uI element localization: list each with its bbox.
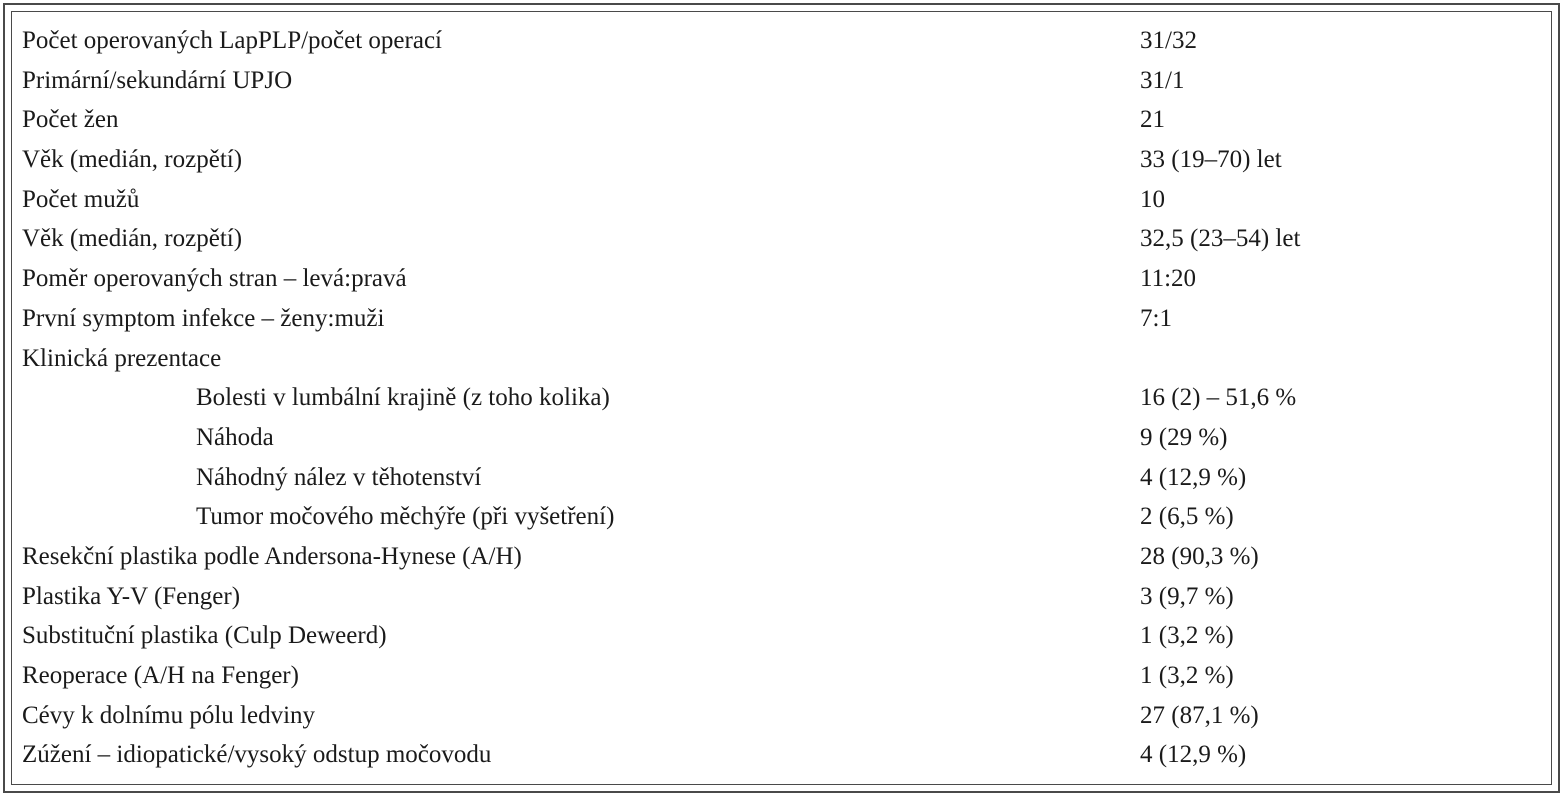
row-label: Poměr operovaných stran – levá:pravá (22, 265, 407, 293)
row-value: 1 (3,2 %) (1140, 662, 1234, 689)
row-value: 33 (19–70) let (1140, 146, 1282, 174)
row-label: Počet operovaných LapPLP/počet operací (22, 27, 442, 54)
row-label: Plastika Y-V (Fenger) (22, 582, 241, 610)
table-row-subitem (22, 378, 1542, 418)
table-row-subitem (22, 418, 1542, 458)
row-value: 4 (12,9 %) (1140, 463, 1247, 491)
table-row (22, 656, 1542, 696)
table-row (22, 696, 1542, 736)
table-row (22, 299, 1542, 339)
row-label: Počet žen (22, 106, 119, 134)
row-value: 11:20 (1140, 265, 1197, 293)
table-row-subitem (22, 497, 1542, 537)
row-label: Zúžení – idiopatické/vysoký odstup močovodu (22, 741, 492, 769)
row-label: Primární/sekundární UPJO (22, 66, 293, 94)
row-label: Reoperace (A/H na Fenger) (22, 662, 299, 689)
row-label: Klinická prezentace (22, 344, 222, 372)
row-value: 31/32 (1140, 27, 1197, 54)
row-label: Náhoda (196, 423, 274, 451)
row-value: 16 (2) – 51,6 % (1140, 384, 1297, 412)
table-row (22, 339, 1542, 379)
table-row (22, 140, 1542, 180)
table-row (22, 180, 1542, 220)
row-label: Věk (medián, rozpětí) (22, 146, 243, 174)
statistics-table (22, 21, 1542, 775)
row-value: 9 (29 %) (1140, 423, 1228, 451)
row-value: 27 (87,1 %) (1140, 701, 1259, 729)
row-value: 2 (6,5 %) (1140, 503, 1234, 531)
table-row (22, 616, 1542, 656)
row-value: 28 (90,3 %) (1140, 542, 1259, 570)
row-label: Substituční plastika (Culp Deweerd) (22, 622, 387, 650)
row-label: Bolesti v lumbální krajině (z toho kolika) (196, 384, 610, 412)
row-value: 1 (3,2 %) (1140, 622, 1234, 650)
table-row (22, 735, 1542, 775)
table-row (22, 219, 1542, 259)
table-row-subitem (22, 458, 1542, 498)
table-row (22, 259, 1542, 299)
row-label: Počet mužů (22, 185, 140, 213)
table-row (22, 577, 1542, 617)
row-label: Náhodný nález v těhotenství (196, 463, 482, 491)
table-row (22, 100, 1542, 140)
table-row (22, 21, 1542, 61)
row-value: 4 (12,9 %) (1140, 741, 1247, 769)
row-value: 21 (1140, 106, 1165, 134)
table-row (22, 61, 1542, 101)
row-value: 3 (9,7 %) (1140, 582, 1234, 610)
row-label: Věk (medián, rozpětí) (22, 225, 243, 253)
table-row (22, 537, 1542, 577)
row-value: 32,5 (23–54) let (1140, 225, 1301, 253)
row-label: Resekční plastika podle Andersona-Hynese (A/H) (22, 542, 522, 570)
row-value: 10 (1140, 185, 1165, 213)
row-value: 31/1 (1140, 66, 1185, 94)
row-label: Tumor močového měchýře (při vyšetření) (196, 503, 615, 531)
row-label: Cévy k dolnímu pólu ledviny (22, 701, 316, 729)
row-label: První symptom infekce – ženy:muži (22, 304, 385, 332)
row-value: 7:1 (1140, 304, 1172, 332)
